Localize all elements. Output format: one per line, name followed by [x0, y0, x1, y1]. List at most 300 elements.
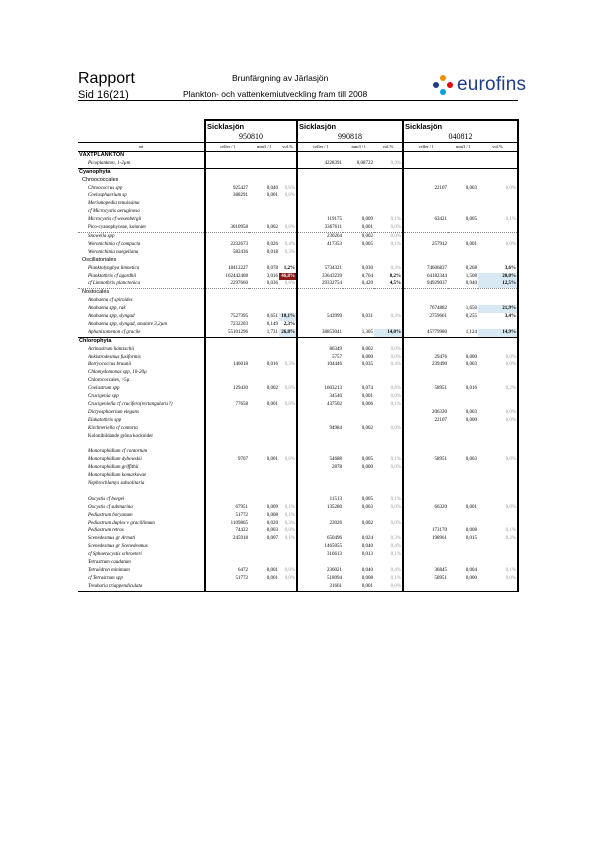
empty-cell	[478, 337, 518, 345]
cell-count	[205, 425, 249, 433]
empty-cell	[403, 337, 448, 345]
volume-percent: 0,1%	[284, 536, 295, 542]
subsection-name: Chroococcales	[82, 176, 119, 183]
section-row	[78, 151, 518, 159]
volume-percent	[374, 417, 403, 425]
cell-count	[403, 249, 448, 257]
volume-percent: 0,0%	[390, 504, 401, 510]
volume-percent: 0,0%	[284, 225, 295, 231]
volume-percent	[478, 433, 518, 441]
biomass: 0,002	[361, 520, 373, 526]
biomass	[448, 488, 478, 496]
species-row	[78, 535, 518, 543]
cell-count	[205, 200, 249, 208]
cell-count: 29332754	[297, 280, 343, 288]
species-name: Tetrastrum caudatum	[88, 560, 131, 566]
species-row	[78, 425, 518, 433]
biomass	[448, 346, 478, 354]
cell-count	[297, 441, 343, 449]
biomass: 0,940	[465, 281, 477, 287]
volume-percent: 20,0%	[478, 273, 518, 281]
biomass: 0,013	[361, 552, 373, 558]
species-name: Picoplankton, 1-2µm	[88, 160, 131, 166]
empty-cell	[403, 168, 448, 176]
cell-count: 173170	[403, 527, 448, 535]
volume-percent: 0,0%	[284, 386, 295, 392]
species-name: Scenedesmus gr Scenedesmus	[88, 544, 148, 550]
volume-percent	[374, 321, 403, 329]
volume-percent	[279, 208, 297, 216]
biomass	[249, 559, 279, 567]
species-row	[78, 488, 518, 496]
species-row	[78, 480, 518, 488]
cell-count	[205, 543, 249, 551]
biomass: 0,035	[361, 362, 373, 368]
cell-count	[297, 208, 343, 216]
species-name: Microcystis cf wesenbergii	[88, 217, 142, 223]
volume-percent	[478, 393, 518, 401]
biomass	[343, 472, 374, 480]
volume-percent	[478, 232, 518, 240]
volume-percent	[279, 377, 297, 385]
volume-percent	[279, 441, 297, 449]
biomass	[448, 401, 478, 409]
species-name: cf Sphaerocystis schroeteri	[88, 552, 142, 558]
empty-cell	[279, 289, 297, 297]
species-row	[78, 417, 518, 425]
biomass: 0,005	[361, 496, 373, 502]
biomass	[249, 369, 279, 377]
cell-count	[297, 512, 343, 520]
volume-percent: 0,6%	[284, 281, 295, 287]
species-row	[78, 448, 518, 456]
empty-cell	[297, 151, 343, 159]
volume-percent	[374, 185, 403, 193]
cell-count	[403, 208, 448, 216]
biomass: 0,005	[465, 217, 477, 223]
subsection-name: Oscillatoriales	[82, 256, 117, 263]
biomass: 0,000	[465, 417, 477, 423]
cell-count: 94984	[297, 425, 343, 433]
volume-percent: 46,8%	[279, 273, 297, 281]
cell-count	[403, 551, 448, 559]
volume-percent	[279, 559, 297, 567]
cell-count: 104446	[297, 361, 343, 369]
cell-count	[403, 512, 448, 520]
cell-count: 29476	[403, 354, 448, 362]
volume-percent	[478, 488, 518, 496]
biomass	[249, 480, 279, 488]
volume-percent: 0,1%	[478, 567, 518, 575]
cell-count: 58951	[403, 575, 448, 583]
biomass: 0,001	[266, 457, 278, 463]
biomass	[249, 472, 279, 480]
empty-cell	[374, 168, 403, 176]
biomass	[448, 425, 478, 433]
cell-count	[297, 559, 343, 567]
species-row	[78, 433, 518, 441]
species-row	[78, 369, 518, 377]
plankton-table	[78, 119, 519, 592]
biomass	[448, 160, 478, 168]
species-row	[78, 208, 518, 216]
biomass	[249, 583, 279, 591]
volume-percent	[478, 249, 518, 257]
volume-percent	[374, 208, 403, 216]
species-name: Crucigenia spp	[88, 394, 119, 400]
cell-count: 239490	[403, 361, 448, 369]
cell-count	[297, 448, 343, 456]
volume-percent: 0,0%	[478, 456, 518, 464]
cell-count: 55101296	[205, 329, 249, 337]
empty-cell	[279, 168, 297, 176]
species-row	[78, 305, 518, 313]
species-row	[78, 361, 518, 369]
volume-percent	[478, 401, 518, 409]
volume-percent: 0,2%	[478, 535, 518, 543]
species-row	[78, 583, 518, 591]
species-name: Kolonibildande gröna kockoider	[88, 433, 153, 439]
species-row	[78, 409, 518, 417]
biomass: 0,018	[266, 249, 278, 255]
cell-count	[205, 464, 249, 472]
cell-count	[297, 488, 343, 496]
cell-count	[403, 369, 448, 377]
cell-count: 206330	[403, 409, 448, 417]
volume-percent	[374, 488, 403, 496]
species-row	[78, 385, 518, 393]
biomass: 0,007	[266, 536, 278, 542]
cell-count	[297, 377, 343, 385]
biomass	[448, 496, 478, 504]
cell-count: 1109865	[205, 520, 249, 528]
col-header: mm3 / l	[448, 143, 478, 152]
cell-count: 146018	[205, 361, 249, 369]
biomass: 0,764	[361, 273, 373, 279]
volume-percent	[374, 369, 403, 377]
biomass: 1,650	[465, 306, 477, 312]
empty-cell	[249, 177, 279, 185]
species-row	[78, 321, 518, 329]
biomass	[249, 216, 279, 224]
cell-count	[403, 232, 448, 240]
volume-percent	[478, 321, 518, 329]
cell-count: 518094	[297, 575, 343, 583]
volume-percent	[279, 433, 297, 441]
species-row	[78, 280, 518, 288]
biomass	[249, 200, 279, 208]
biomass: 0,003	[465, 409, 477, 415]
cell-count	[403, 200, 448, 208]
volume-percent	[478, 448, 518, 456]
species-row	[78, 401, 518, 409]
species-name: Actinastrum hantzschii	[88, 346, 134, 352]
cell-count	[205, 346, 249, 354]
volume-percent: 0,0%	[284, 528, 295, 534]
biomass	[249, 543, 279, 551]
empty-cell	[374, 257, 403, 265]
volume-percent: 0,0%	[478, 417, 518, 425]
cell-count	[403, 377, 448, 385]
cell-count: 94929037	[403, 280, 448, 288]
volume-percent: 0,3%	[390, 536, 401, 542]
biomass: 0,078	[266, 265, 278, 271]
cell-count	[403, 224, 448, 232]
species-name	[78, 441, 205, 449]
species-name: Oocystis cf submarina	[88, 504, 133, 510]
volume-percent	[279, 369, 297, 377]
species-row	[78, 377, 518, 385]
species-name: Tetraëdron minimum	[88, 568, 130, 573]
species-row	[78, 543, 518, 551]
cell-count	[403, 496, 448, 504]
cell-count: 45779980	[403, 329, 448, 337]
species-row	[78, 160, 518, 168]
biomass: 0,040	[266, 185, 278, 191]
cell-count: 36845	[403, 567, 448, 575]
biomass	[343, 208, 374, 216]
cell-count: 7527395	[205, 313, 249, 321]
volume-percent: 0,0%	[284, 402, 295, 407]
biomass: 0,001	[266, 568, 278, 573]
cell-count: 74606837	[403, 265, 448, 273]
biomass	[343, 441, 374, 449]
cell-count: 650496	[297, 535, 343, 543]
volume-percent	[478, 472, 518, 480]
biomass: 0,001	[266, 193, 278, 199]
species-name: Planktothrix cf agardhii	[88, 273, 137, 279]
cell-count: 119175	[297, 216, 343, 224]
biomass: 0,005	[361, 241, 373, 247]
volume-percent	[279, 488, 297, 496]
empty-cell	[279, 337, 297, 345]
empty-cell	[478, 257, 518, 265]
cell-count	[205, 496, 249, 504]
section-name: Chlorophyta	[78, 337, 205, 345]
biomass: 0,001	[465, 241, 477, 247]
volume-percent: 0,3%	[284, 362, 295, 368]
logo-dot	[440, 89, 446, 95]
species-row	[78, 559, 518, 567]
volume-percent	[478, 551, 518, 559]
volume-percent: 0,1%	[478, 527, 518, 535]
species-row	[78, 472, 518, 480]
cell-count: 9707	[205, 456, 249, 464]
biomass: 0,006	[361, 402, 373, 407]
species-row	[78, 551, 518, 559]
cell-count	[205, 369, 249, 377]
cell-count	[205, 297, 249, 305]
cell-count: 7674882	[403, 305, 448, 313]
volume-percent	[279, 409, 297, 417]
biomass	[343, 200, 374, 208]
biomass: 0,024	[361, 536, 373, 542]
biomass	[448, 369, 478, 377]
empty-cell	[249, 289, 279, 297]
species-row	[78, 185, 518, 193]
biomass: 0,036	[266, 281, 278, 287]
biomass: 0,009	[266, 504, 278, 510]
volume-percent: 10,1%	[279, 313, 297, 321]
species-name: Chlorococcales, >5µ	[88, 378, 130, 384]
report-label: Rapport	[78, 70, 135, 87]
volume-percent: 0,1%	[390, 241, 401, 247]
volume-percent: 0,0%	[478, 354, 518, 362]
volume-percent	[374, 409, 403, 417]
empty-cell	[279, 151, 297, 159]
volume-percent: 0,0%	[284, 575, 295, 581]
species-row	[78, 393, 518, 401]
cell-count: 6472	[205, 567, 249, 575]
species-row	[78, 354, 518, 362]
biomass	[343, 305, 374, 313]
biomass: 0,420	[361, 281, 373, 287]
volume-percent	[279, 425, 297, 433]
volume-percent: 0,0%	[284, 457, 295, 463]
volume-percent	[279, 297, 297, 305]
biomass: 0,000	[465, 575, 477, 581]
empty-cell	[478, 151, 518, 159]
col-header: vol.%	[478, 143, 518, 152]
art-header: art	[78, 143, 205, 152]
volume-percent: 26,8%	[279, 329, 297, 337]
cell-count	[297, 200, 343, 208]
cell-count	[297, 433, 343, 441]
biomass	[448, 200, 478, 208]
site-name: Sicklasjön	[205, 120, 297, 132]
empty-cell	[297, 168, 343, 176]
empty-cell	[249, 257, 279, 265]
biomass	[343, 512, 374, 520]
cell-count	[297, 305, 343, 313]
species-row	[78, 512, 518, 520]
biomass: 0,003	[361, 504, 373, 510]
volume-percent: 0,0%	[478, 409, 518, 417]
biomass	[249, 448, 279, 456]
biomass	[249, 551, 279, 559]
cell-count	[205, 433, 249, 441]
empty-cell	[343, 177, 374, 185]
cell-count	[403, 393, 448, 401]
cell-count	[205, 441, 249, 449]
volume-percent	[374, 512, 403, 520]
volume-percent	[279, 448, 297, 456]
biomass	[249, 377, 279, 385]
species-name: Coelosphaerium sp	[88, 193, 127, 199]
biomass	[343, 185, 374, 193]
biomass: 0,003	[266, 528, 278, 534]
cell-count: 1465055	[297, 543, 343, 551]
species-name: Woronichinia naegeliana	[88, 249, 139, 255]
cell-count: 54688	[297, 456, 343, 464]
volume-percent	[478, 543, 518, 551]
biomass: 0,003	[465, 457, 477, 463]
biomass	[448, 441, 478, 449]
empty-cell	[205, 337, 249, 345]
species-name: Pediastrum boryanum	[88, 512, 133, 518]
col-header: vol.%	[374, 143, 403, 152]
species-name: Elakatothrix spp	[88, 417, 122, 423]
cell-count	[205, 583, 249, 591]
biomass: 0,001	[361, 394, 373, 400]
volume-percent: 0,0%	[478, 361, 518, 369]
cell-count	[297, 321, 343, 329]
empty-cell	[205, 289, 249, 297]
cell-count: 64182344	[403, 273, 448, 281]
cell-count	[403, 346, 448, 354]
species-name: Anabaena cf spiroides	[88, 298, 133, 304]
header-rule	[78, 100, 518, 101]
species-name: Scenedesmus gr Armati	[88, 536, 136, 542]
biomass: 0,031	[361, 314, 373, 320]
cell-count: 135280	[297, 504, 343, 512]
cell-count: 22107	[403, 417, 448, 425]
empty-cell	[448, 151, 478, 159]
volume-percent: 0,1%	[284, 512, 295, 518]
volume-percent: 0,3%	[390, 314, 401, 320]
species-name: Treubaria triappendiculata	[78, 583, 205, 591]
biomass: 0,000	[361, 465, 373, 471]
cell-count: 67951	[205, 504, 249, 512]
volume-percent: 1,2%	[283, 265, 295, 271]
volume-percent: 0,0%	[478, 241, 518, 249]
biomass: 0,000	[361, 354, 373, 360]
logo-dot	[433, 82, 439, 88]
volume-percent	[478, 346, 518, 354]
biomass: 0,030	[361, 265, 373, 271]
biomass	[249, 160, 279, 168]
species-name: Ankistrodesmus fusiformis	[88, 354, 141, 360]
empty-cell	[448, 177, 478, 185]
species-name: Aphanizomenon cf gracile	[88, 329, 141, 335]
biomass: 1,124	[465, 329, 477, 335]
species-row	[78, 265, 518, 273]
cell-count: 388291	[205, 192, 249, 200]
volume-percent	[374, 559, 403, 567]
species-row	[78, 496, 518, 504]
biomass	[448, 543, 478, 551]
volume-percent: 0,0%	[374, 232, 403, 240]
biomass	[249, 496, 279, 504]
sample-date: 990818	[297, 132, 403, 143]
biomass	[249, 393, 279, 401]
empty-cell	[205, 177, 249, 185]
empty-cell	[297, 337, 343, 345]
empty-cell	[297, 257, 343, 265]
empty-cell	[343, 337, 374, 345]
species-name: Pico-cyanophyceae, kolonier	[88, 225, 147, 231]
cell-count: 925427	[205, 185, 249, 193]
volume-percent: 0,4%	[390, 568, 401, 573]
biomass: 0,020	[266, 520, 278, 526]
col-header: celler / l	[297, 143, 343, 152]
column-header-row	[78, 143, 518, 152]
biomass	[249, 488, 279, 496]
biomass	[448, 192, 478, 200]
volume-percent: 14,0%	[374, 329, 403, 337]
cell-count: 33643239	[297, 273, 343, 281]
species-row	[78, 224, 518, 232]
cell-count: 11513	[297, 496, 343, 504]
biomass	[343, 559, 374, 567]
species-row	[78, 520, 518, 528]
cell-count	[297, 297, 343, 305]
species-name: Anabaena spp, rak	[88, 306, 126, 312]
volume-percent: 4,5%	[389, 281, 401, 287]
volume-percent: 0,0%	[390, 520, 401, 526]
biomass	[448, 377, 478, 385]
biomass	[343, 369, 374, 377]
